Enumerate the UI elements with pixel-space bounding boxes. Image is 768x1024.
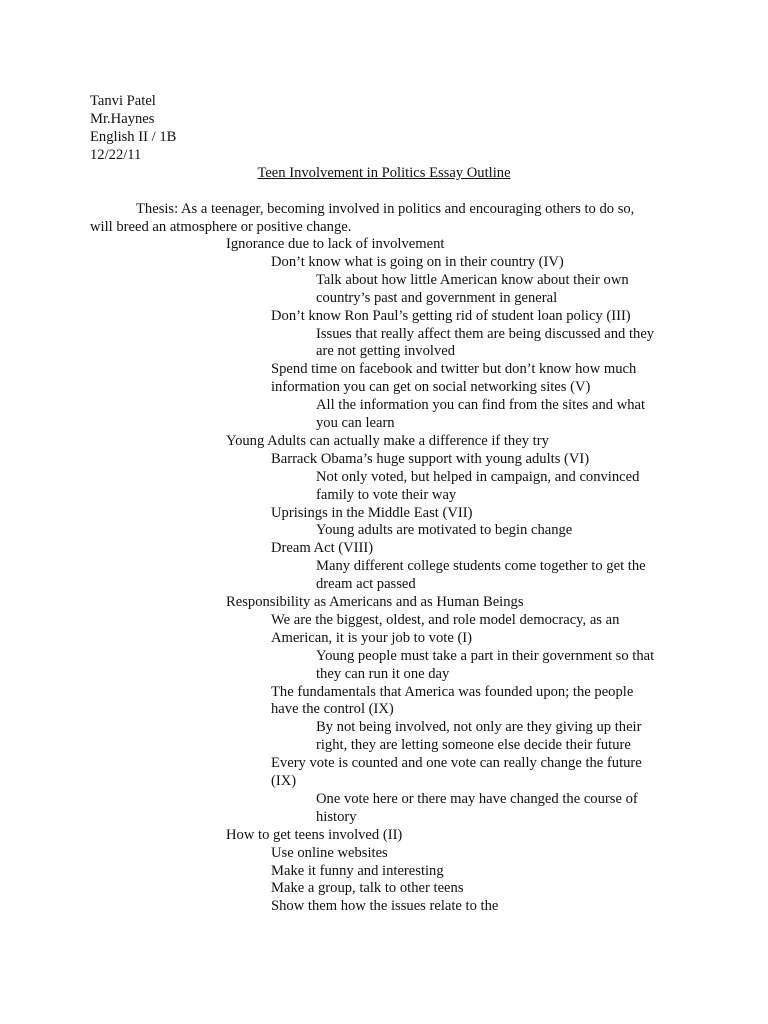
outline-text: One vote here or there may have changed the course of bbox=[316, 790, 638, 807]
outline-text: Don’t know Ron Paul’s getting rid of student loan policy (III) bbox=[271, 307, 631, 324]
outline-text: Every vote is counted and one vote can really change the future bbox=[271, 755, 642, 772]
outline-text: country’s past and government in general bbox=[316, 289, 558, 306]
outline-text: Don’t know what is going on in their country (IV) bbox=[271, 253, 564, 270]
outline-text: Issues that really affect them are being discussed and they bbox=[316, 325, 655, 342]
outline-text: have the control (IX) bbox=[271, 701, 394, 718]
outline-text: Spend time on facebook and twitter but don’t know how much bbox=[271, 361, 637, 378]
outline-text: How to get teens involved (II) bbox=[226, 826, 403, 843]
outline-text: Dream Act (VIII) bbox=[271, 540, 374, 557]
outline-text: (IX) bbox=[271, 772, 297, 789]
class-name: English II / 1B bbox=[90, 129, 177, 145]
outline-text: Young people must take a part in their government so that bbox=[316, 647, 655, 664]
student-name: Tanvi Patel bbox=[90, 93, 156, 109]
outline-text: Make it funny and interesting bbox=[271, 862, 444, 879]
outline-text: We are the biggest, oldest, and role model democracy, as an bbox=[271, 611, 620, 628]
outline-text: Young adults are motivated to begin change bbox=[316, 522, 573, 539]
outline-text: Ignorance due to lack of involvement bbox=[226, 236, 445, 252]
outline-text: you can learn bbox=[316, 414, 395, 431]
outline-text: history bbox=[316, 808, 357, 825]
outline-text: right, they are letting someone else decide their future bbox=[316, 737, 631, 754]
outline-text: family to vote their way bbox=[316, 486, 457, 503]
outline-text: Talk about how little American know about their own bbox=[316, 271, 629, 288]
outline-text: are not getting involved bbox=[316, 343, 456, 360]
outline-text: Barrack Obama’s huge support with young adults (VI) bbox=[271, 450, 590, 467]
outline-title: Teen Involvement in Politics Essay Outline bbox=[257, 165, 511, 181]
outline-text: Use online websites bbox=[271, 844, 388, 861]
thesis-line: will breed an atmosphere or positive change. bbox=[90, 218, 352, 235]
outline-text: By not being involved, not only are they giving up their bbox=[316, 719, 642, 736]
outline-text: All the information you can find from the sites and what bbox=[316, 397, 646, 414]
outline-text: Responsibility as Americans and as Human Beings bbox=[226, 594, 524, 610]
outline-text: The fundamentals that America was founded upon; the people bbox=[271, 683, 634, 700]
outline-text: they can run it one day bbox=[316, 665, 450, 682]
outline-text: Many different college students come together to get the bbox=[316, 558, 646, 575]
thesis-statement bbox=[90, 201, 660, 237]
outline-text: Make a group, talk to other teens bbox=[271, 880, 464, 897]
date-line: 12/22/11 bbox=[90, 147, 142, 163]
outline-text: American, it is your job to vote (I) bbox=[271, 629, 473, 646]
thesis-line: Thesis: As a teenager, becoming involved in politics and encouraging others to do so, bbox=[136, 201, 635, 217]
outline-text: Show them how the issues relate to the bbox=[271, 898, 499, 915]
outline-text: Uprisings in the Middle East (VII) bbox=[271, 504, 473, 521]
teacher-name: Mr.Haynes bbox=[90, 111, 155, 127]
outline-text: Not only voted, but helped in campaign, and convinced bbox=[316, 468, 640, 485]
outline-text: Young Adults can actually make a difference if they try bbox=[226, 432, 549, 449]
outline-text: information you can get on social networking sites (V) bbox=[271, 379, 591, 396]
outline-text: dream act passed bbox=[316, 576, 416, 593]
